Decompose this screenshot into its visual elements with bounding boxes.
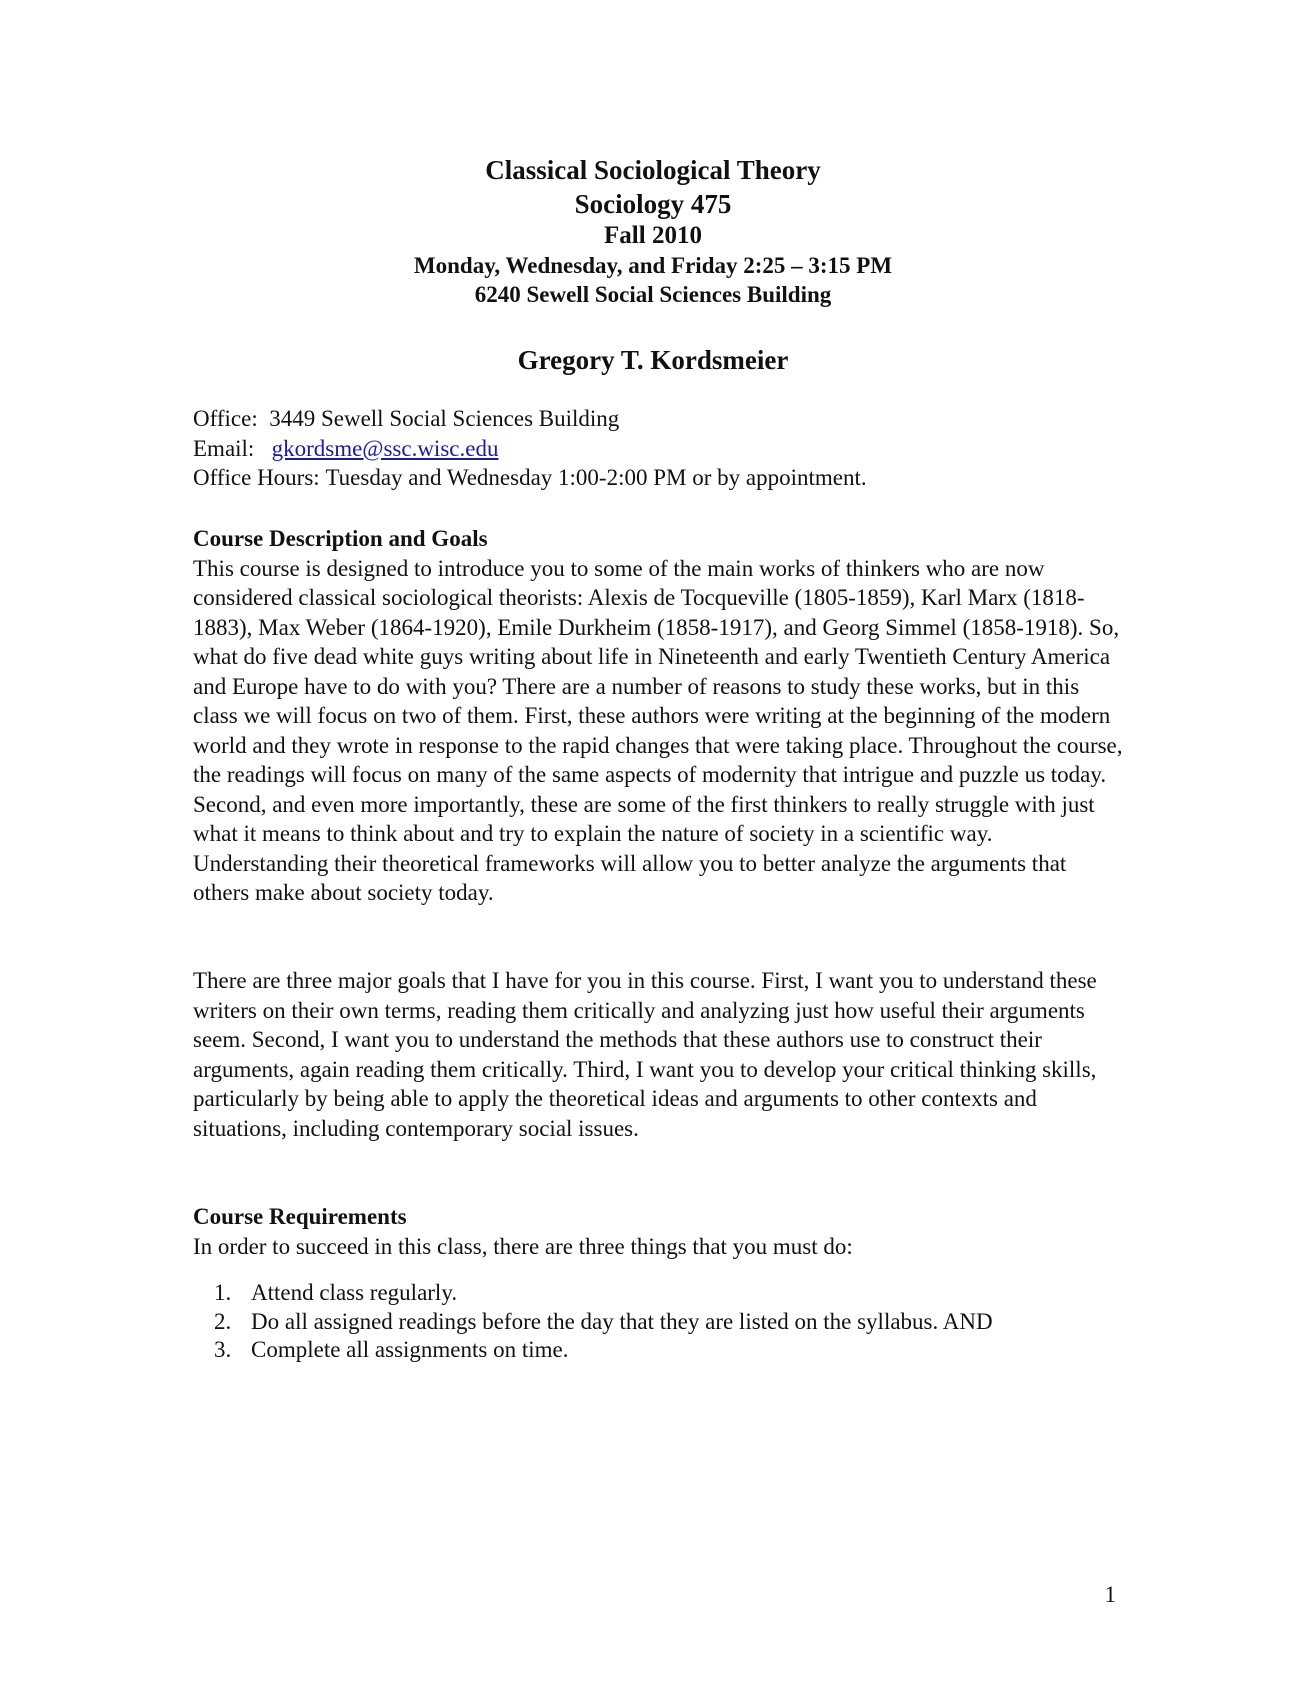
course-room: 6240 Sewell Social Sciences Building (474, 282, 832, 307)
description-heading: Course Description and Goals (193, 526, 488, 551)
email-link[interactable]: gkordsme@ssc.wisc.edu (271, 435, 499, 461)
course-header (0, 153, 1306, 309)
requirements-section (193, 1202, 1123, 1365)
requirement-item: 2. Do all assigned readings before the day that they are listed on the syllabus. AND (237, 1308, 1123, 1337)
description-paragraph: This course is designed to introduce you to some of the main works of thinkers who are now considered classical sociological theorists: Alexis de Tocqueville (1805-1859), Karl Marx (1818-1883), Max Weber (1864-1920), Emile Durkheim (1858-1917), and Georg Simmel (1858-1918). So, what do five dead white guys writing about life in Nineteenth and early Twentieth Century America and Europe have to do with you? There are a number of reasons to study these works, but in this class we will focus on two of them. First, these authors were writing at the beginning of the modern world and they wrote in response to the rapid changes that were taking place. Throughout the course, the readings will focus on many of the same aspects of modernity that intrigue and puzzle us today. Second, and even more importantly, these are some of the first thinkers to really struggle with just what it means to think about and try to explain the nature of society in a scientific way. Understanding their theoretical frameworks will allow you to better analyze the arguments that others make about society today. (193, 555, 1123, 905)
page-number: 1 (1104, 1582, 1116, 1607)
instructor-name: Gregory T. Kordsmeier (517, 345, 789, 375)
hours-value: Tuesday and Wednesday 1:00-2:00 PM or by appointment. (325, 465, 867, 490)
requirements-intro: In order to succeed in this class, there are three things that you must do: (193, 1233, 853, 1259)
hours-label: Office Hours: (193, 465, 320, 490)
hours-line (193, 463, 1123, 493)
requirement-item: 1. Attend class regularly. (237, 1279, 1123, 1308)
requirement-item: 3. Complete all assignments on time. (237, 1336, 1123, 1365)
description-section (193, 524, 1123, 908)
course-number: Sociology 475 (574, 189, 732, 219)
goals-paragraph: There are three major goals that I have for you in this course. First, I want you to understand these writers on their own terms, reading them critically and analyzing just how useful their arguments seem. Second, I want you to understand the methods that these authors use to construct their arguments, again reading them critically. Third, I want you to develop your critical thinking skills, particularly by being able to apply the theoretical ideas and arguments to other contexts and situations, including contemporary social issues. (193, 968, 1097, 1141)
requirements-list (193, 1279, 1123, 1365)
course-term: Fall 2010 (604, 222, 702, 249)
email-label: Email: (193, 435, 255, 461)
goals-section (193, 966, 1123, 1143)
course-title: Classical Sociological Theory (485, 155, 821, 185)
email-line (193, 434, 1123, 464)
contact-block (193, 404, 1123, 493)
office-label: Office: (193, 406, 258, 431)
office-line (193, 404, 1123, 434)
course-schedule: Monday, Wednesday, and Friday 2:25 – 3:15 PM (413, 253, 893, 278)
office-value: 3449 Sewell Social Sciences Building (269, 406, 620, 431)
requirements-heading: Course Requirements (193, 1204, 407, 1229)
